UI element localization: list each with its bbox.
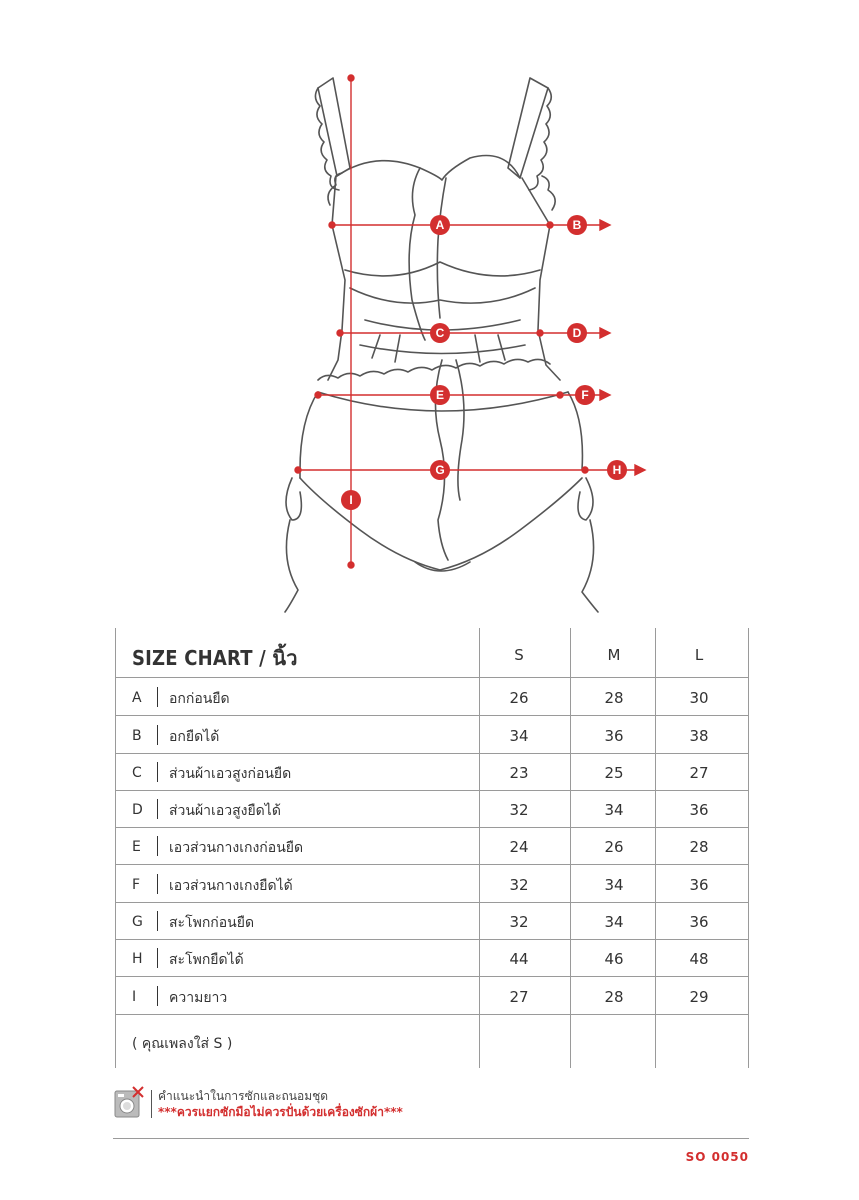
marker-e-label: E bbox=[435, 388, 445, 402]
value-s: 23 bbox=[509, 764, 529, 782]
marker-f-label: F bbox=[581, 388, 589, 402]
table-row bbox=[115, 716, 749, 753]
bust-ruffle-right bbox=[542, 176, 555, 210]
bodice-left bbox=[328, 176, 345, 380]
row-label: ส่วนผ้าเอวสูงก่อนยืด bbox=[169, 766, 292, 782]
row-separator bbox=[157, 836, 158, 856]
value-l: 48 bbox=[689, 950, 709, 968]
row-label: อกก่อนยืด bbox=[169, 691, 230, 707]
left-strap-ruffle bbox=[315, 88, 339, 190]
table-row bbox=[115, 865, 749, 902]
right-tie bbox=[578, 478, 598, 612]
value-s: 34 bbox=[509, 727, 529, 745]
row-separator bbox=[157, 986, 158, 1006]
chart-title: SIZE CHART / นิ้ว bbox=[132, 646, 298, 670]
value-l: 36 bbox=[689, 876, 709, 894]
value-s: 32 bbox=[509, 913, 529, 931]
row-letter: C bbox=[132, 765, 142, 781]
row-separator bbox=[157, 911, 158, 931]
care-divider bbox=[151, 1090, 152, 1118]
value-s: 44 bbox=[509, 950, 529, 968]
row-letter: D bbox=[132, 802, 143, 818]
value-s: 27 bbox=[509, 988, 529, 1006]
table-row bbox=[115, 790, 749, 827]
row-separator bbox=[157, 874, 158, 894]
bust-top bbox=[337, 156, 520, 181]
size-header-m: M bbox=[607, 646, 621, 664]
left-strap bbox=[318, 78, 350, 176]
row-letter: H bbox=[132, 951, 143, 967]
row-letter: A bbox=[132, 690, 142, 706]
value-m: 36 bbox=[604, 727, 624, 745]
marker-a-label: A bbox=[435, 218, 445, 232]
row-separator bbox=[157, 948, 158, 968]
care-warning: ***ควรแยกซักมือไม่ควรปั่นด้วยเครื่องซักผ้า*** bbox=[158, 1105, 403, 1119]
row-separator bbox=[157, 762, 158, 782]
row-separator bbox=[157, 725, 158, 745]
model-note: ( คุณเพลงใส่ S ) bbox=[132, 1036, 233, 1052]
value-l: 29 bbox=[689, 988, 709, 1006]
washing-machine-crossed-icon bbox=[113, 1085, 147, 1119]
row-label: ส่วนผ้าเอวสูงยืดได้ bbox=[169, 803, 281, 819]
row-label: เอวส่วนกางเกงก่อนยืด bbox=[169, 840, 304, 856]
table-row bbox=[115, 753, 749, 790]
row-label: เอวส่วนกางเกงยืดได้ bbox=[169, 878, 293, 894]
underbust-2 bbox=[350, 288, 535, 303]
marker-d-label: D bbox=[572, 326, 582, 340]
underbust bbox=[345, 262, 540, 276]
bodice-right bbox=[522, 178, 560, 380]
table-row bbox=[115, 678, 749, 715]
value-m: 34 bbox=[604, 876, 624, 894]
size-header-s: S bbox=[514, 646, 524, 664]
left-tie bbox=[285, 478, 301, 612]
product-code: SO 0050 bbox=[685, 1150, 749, 1164]
value-l: 27 bbox=[689, 764, 709, 782]
row-separator bbox=[157, 799, 158, 819]
marker-c-label: C bbox=[435, 326, 445, 340]
value-s: 26 bbox=[509, 689, 529, 707]
value-s: 24 bbox=[509, 838, 529, 856]
table-row bbox=[115, 977, 749, 1014]
value-l: 28 bbox=[689, 838, 709, 856]
row-letter: B bbox=[132, 728, 142, 744]
marker-g-label: G bbox=[435, 463, 445, 477]
row-label: อกยืดได้ bbox=[169, 729, 220, 745]
value-l: 36 bbox=[689, 801, 709, 819]
center-drawstring bbox=[409, 168, 446, 340]
table-row bbox=[115, 939, 749, 976]
row-separator bbox=[157, 687, 158, 707]
care-title: คำแนะนำในการซักและถนอมชุด bbox=[158, 1089, 329, 1103]
value-m: 28 bbox=[604, 988, 624, 1006]
size-header-l: L bbox=[694, 646, 704, 664]
value-s: 32 bbox=[509, 801, 529, 819]
row-letter: I bbox=[132, 989, 137, 1005]
value-m: 28 bbox=[604, 689, 624, 707]
row-label: ความยาว bbox=[169, 990, 228, 1006]
marker-b-label: B bbox=[572, 218, 582, 232]
row-label: สะโพกยืดได้ bbox=[169, 952, 244, 968]
row-letter: E bbox=[132, 839, 141, 855]
value-m: 25 bbox=[604, 764, 624, 782]
value-m: 34 bbox=[604, 801, 624, 819]
table-row bbox=[115, 827, 749, 864]
value-m: 34 bbox=[604, 913, 624, 931]
waist-ruffle bbox=[318, 359, 550, 380]
table-row bbox=[115, 902, 749, 939]
value-l: 30 bbox=[689, 689, 709, 707]
value-m: 26 bbox=[604, 838, 624, 856]
row-letter: G bbox=[132, 914, 143, 930]
value-s: 32 bbox=[509, 876, 529, 894]
bottom-leg bbox=[300, 478, 582, 570]
size-chart-table bbox=[115, 628, 749, 1068]
value-m: 46 bbox=[604, 950, 624, 968]
footer-rule bbox=[113, 1138, 749, 1139]
value-l: 38 bbox=[689, 727, 709, 745]
marker-h-label: H bbox=[612, 463, 622, 477]
row-label: สะโพกก่อนยืด bbox=[169, 915, 255, 931]
value-l: 36 bbox=[689, 913, 709, 931]
row-letter: F bbox=[132, 877, 141, 893]
marker-i-label: I bbox=[349, 493, 353, 507]
